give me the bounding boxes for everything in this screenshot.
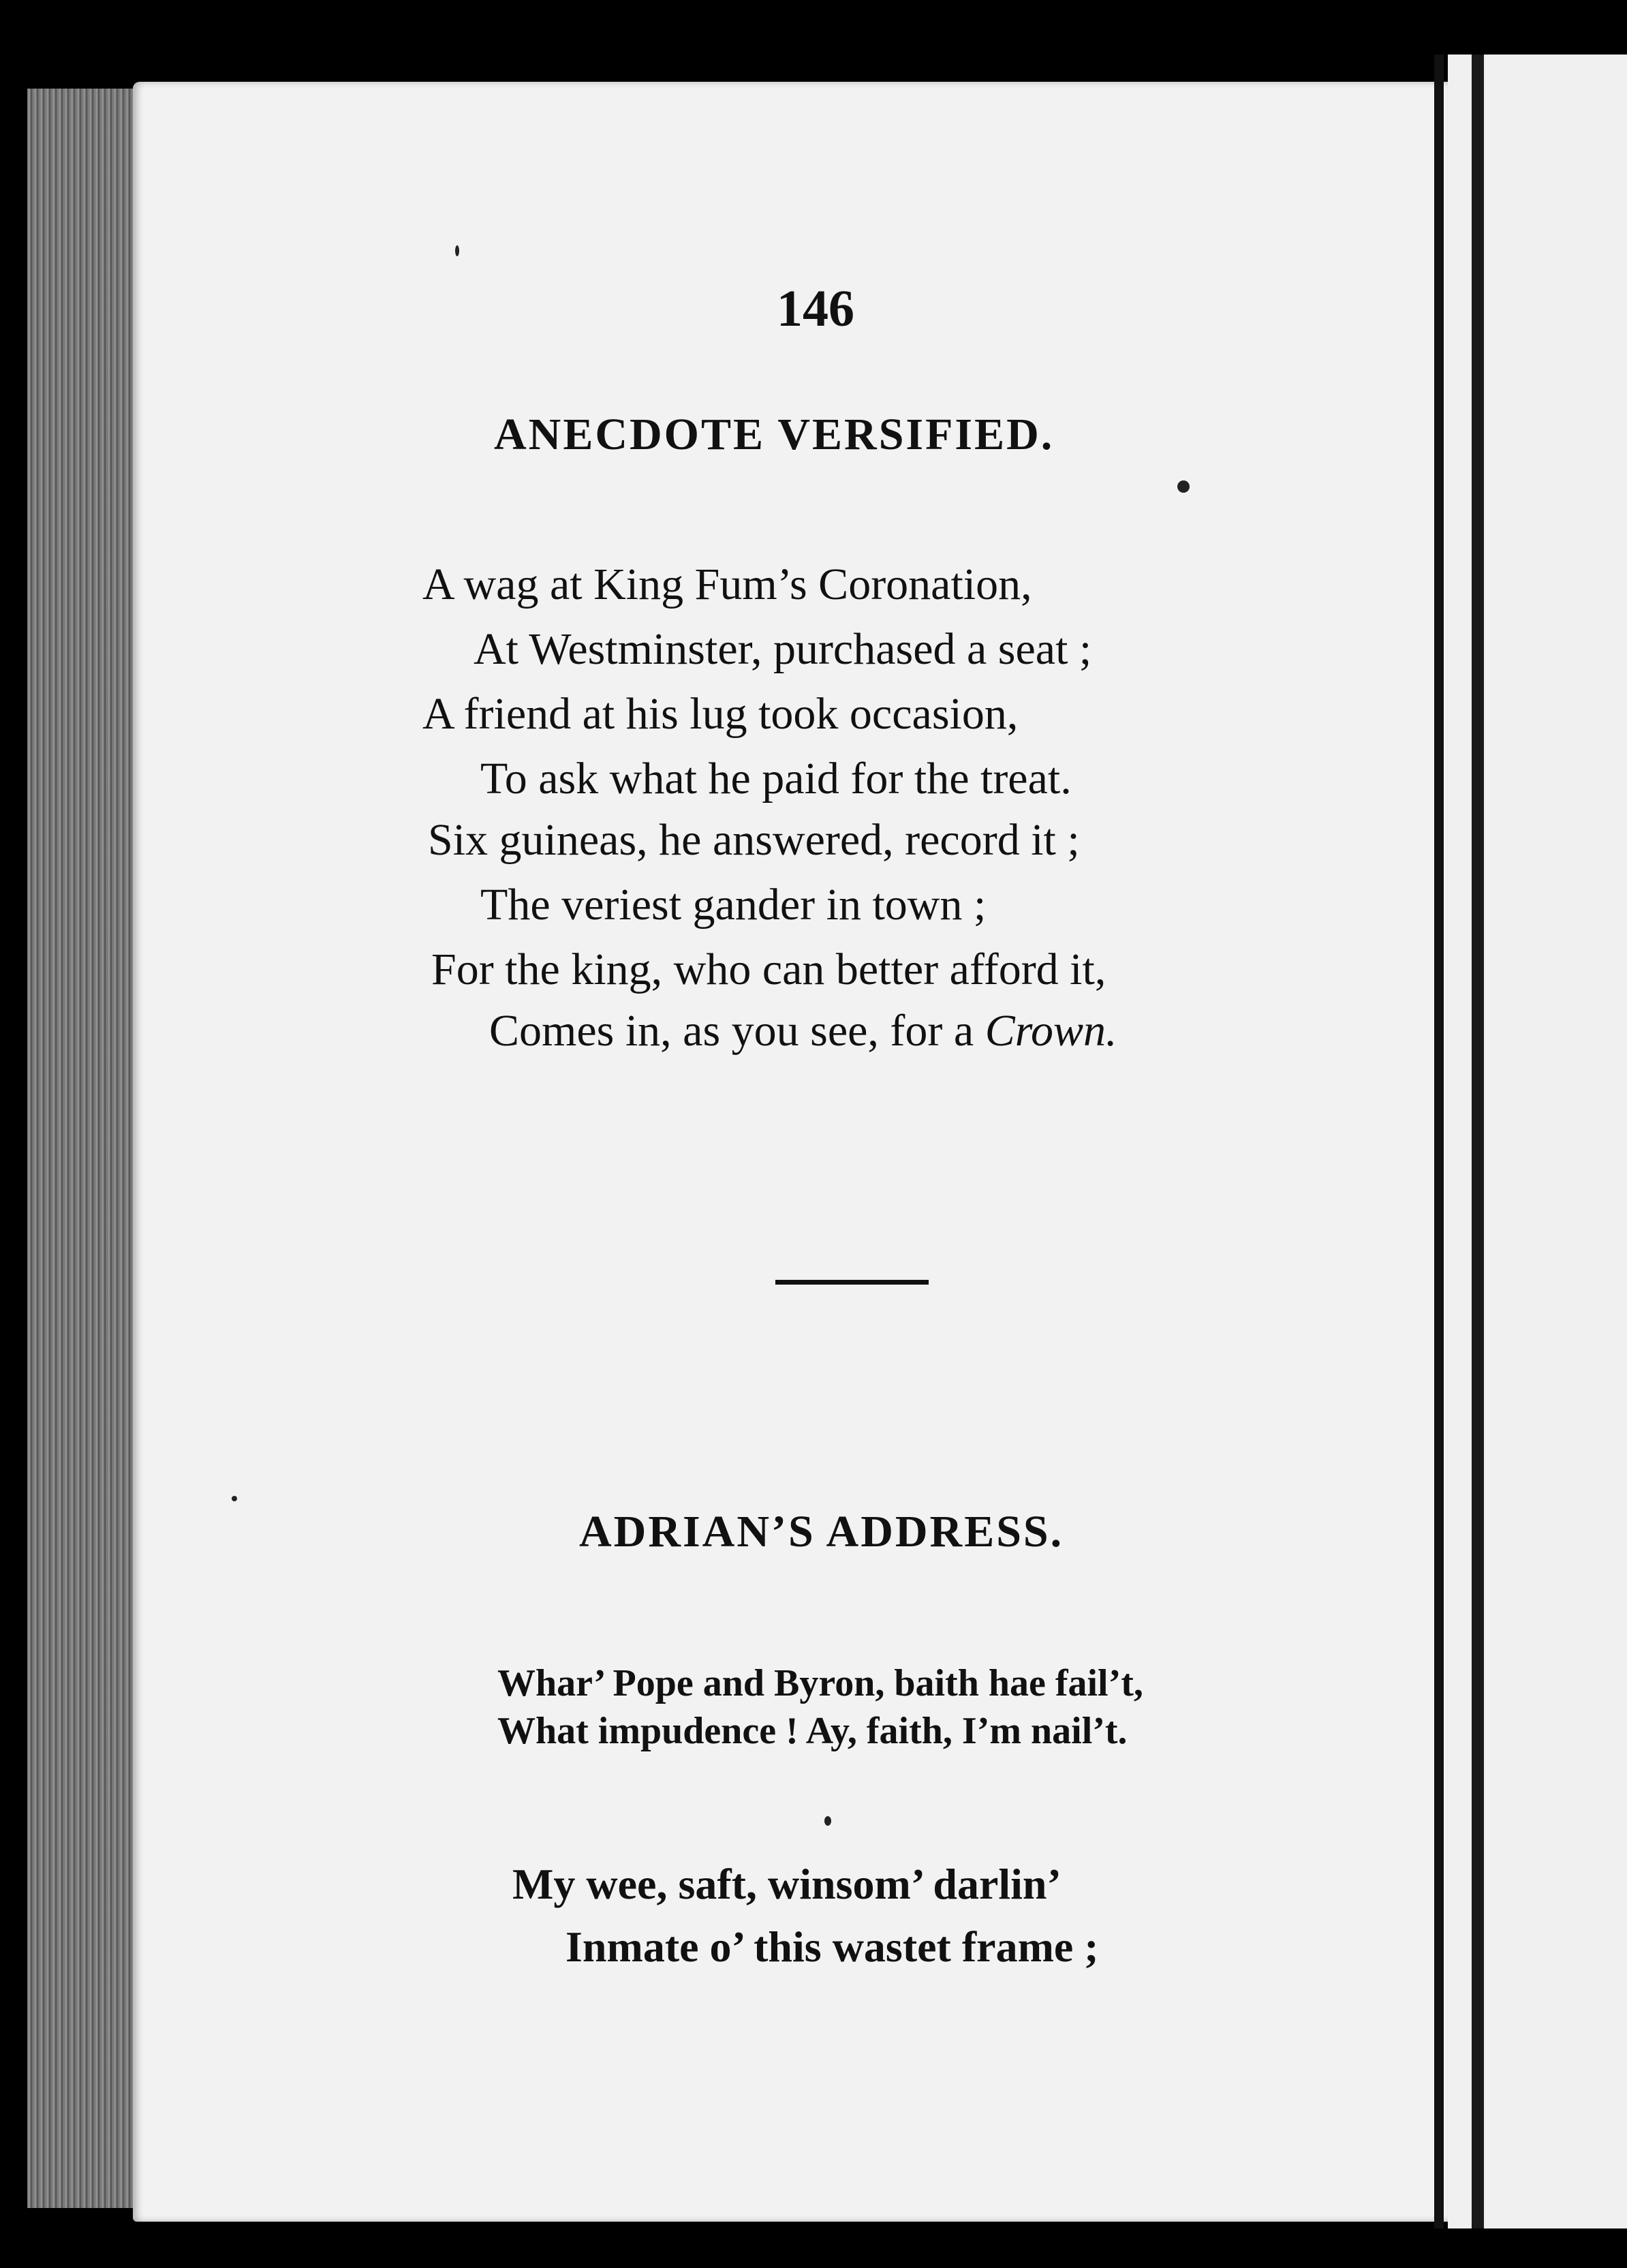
poem-line: The veriest gander in town ; xyxy=(480,880,987,930)
poem-line: At Westminster, purchased a seat ; xyxy=(474,624,1092,674)
epigraph-line: Whar’ Pope and Byron, baith hae fail’t, xyxy=(497,1662,1143,1704)
poem-line: A friend at his lug took occasion, xyxy=(422,689,1019,739)
section-divider xyxy=(775,1280,929,1285)
poem-line: Six guineas, he answered, record it ; xyxy=(428,815,1080,865)
poem-italic-word: Crown. xyxy=(985,1006,1117,1056)
poem-line-last-text: Comes in, as you see, for a xyxy=(489,1006,985,1056)
ink-speck xyxy=(824,1816,831,1826)
facing-page-rule xyxy=(1472,55,1484,2228)
ink-speck xyxy=(455,245,459,256)
ink-speck xyxy=(232,1496,237,1501)
ink-speck xyxy=(1177,480,1190,493)
poem-line-last xyxy=(489,1006,1117,1056)
poem-line: To ask what he paid for the treat. xyxy=(480,754,1072,803)
page-number: 146 xyxy=(777,280,854,337)
poem-line: My wee, saft, winsom’ darlin’ xyxy=(512,1860,1062,1908)
gutter-shadow xyxy=(1434,55,1444,2228)
poem-line: A wag at King Fum’s Coronation, xyxy=(422,560,1032,609)
section-title-anecdote: ANECDOTE VERSIFIED. xyxy=(494,410,1055,459)
poem-line: For the king, who can better afford it, xyxy=(431,945,1106,994)
epigraph-line: What impudence ! Ay, faith, I’m nail’t. xyxy=(497,1710,1128,1752)
poem-line: Inmate o’ this wastet frame ; xyxy=(565,1922,1099,1971)
section-title-adrian: ADRIAN’S ADDRESS. xyxy=(579,1507,1064,1557)
book-edge xyxy=(27,89,136,2208)
